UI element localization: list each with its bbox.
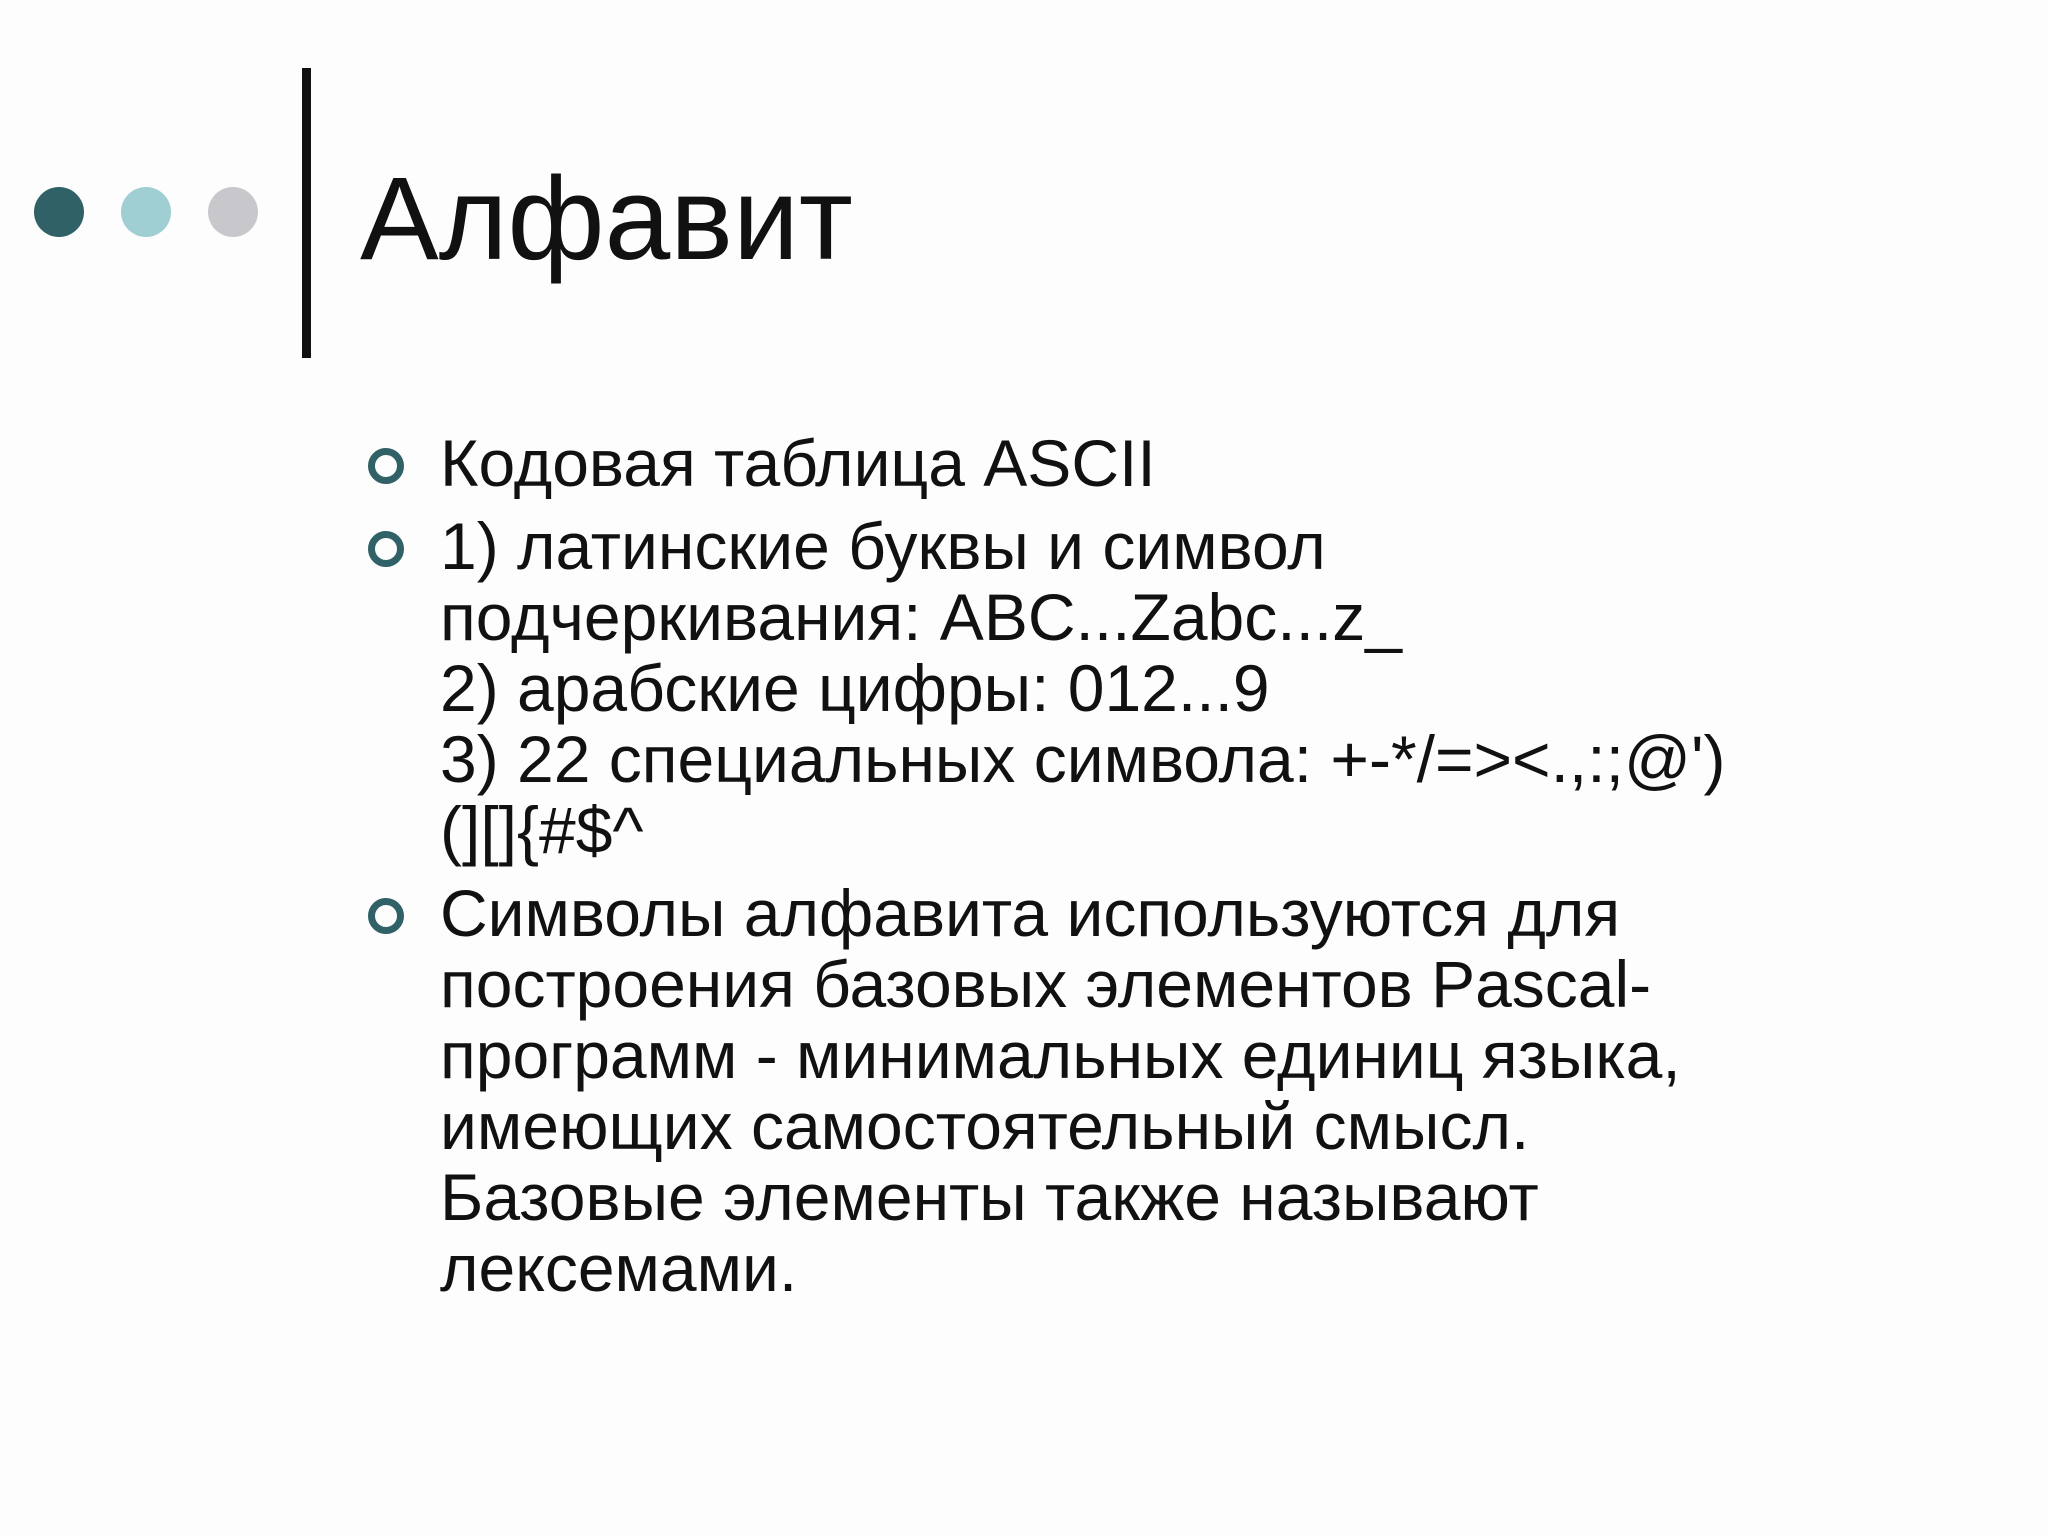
bullet-line: Кодовая таблица ASCII [440, 426, 1156, 500]
bullet-line: имеющих самостоятельный смысл. [440, 1089, 1530, 1163]
gray-dot [208, 187, 258, 237]
bullet-line: построения базовых элементов Pascal- [440, 947, 1652, 1021]
decorative-dots [34, 187, 258, 237]
bullet-item-lexemes [365, 878, 2005, 1304]
slide-title: Алфавит [360, 153, 853, 285]
bullet-line: (][]{#$^ [440, 793, 644, 867]
bullet-line: 2) арабские цифры: 012...9 [440, 651, 1270, 725]
bullet-line: подчеркивания: ABC...Zabc...z_ [440, 580, 1402, 654]
title-divider [302, 68, 311, 358]
bullet-item-ascii [365, 428, 2005, 499]
dark-teal-dot [34, 187, 84, 237]
bullet-line: Символы алфавита используются для [440, 876, 1621, 950]
bullet-item-symbol-groups [365, 511, 2005, 866]
ring-bullet-icon [368, 448, 404, 484]
bullet-line: программ - минимальных единиц языка, [440, 1018, 1681, 1092]
bullet-list [365, 428, 2005, 1316]
bullet-line: лексемами. [440, 1231, 798, 1305]
ring-bullet-icon [368, 531, 404, 567]
light-teal-dot [121, 187, 171, 237]
bullet-line: 3) 22 специальных символа: +-*/=><.,:;@') [440, 722, 1726, 796]
bullet-line: 1) латинские буквы и символ [440, 509, 1326, 583]
bullet-line: Базовые элементы также называют [440, 1160, 1539, 1234]
ring-bullet-icon [368, 898, 404, 934]
